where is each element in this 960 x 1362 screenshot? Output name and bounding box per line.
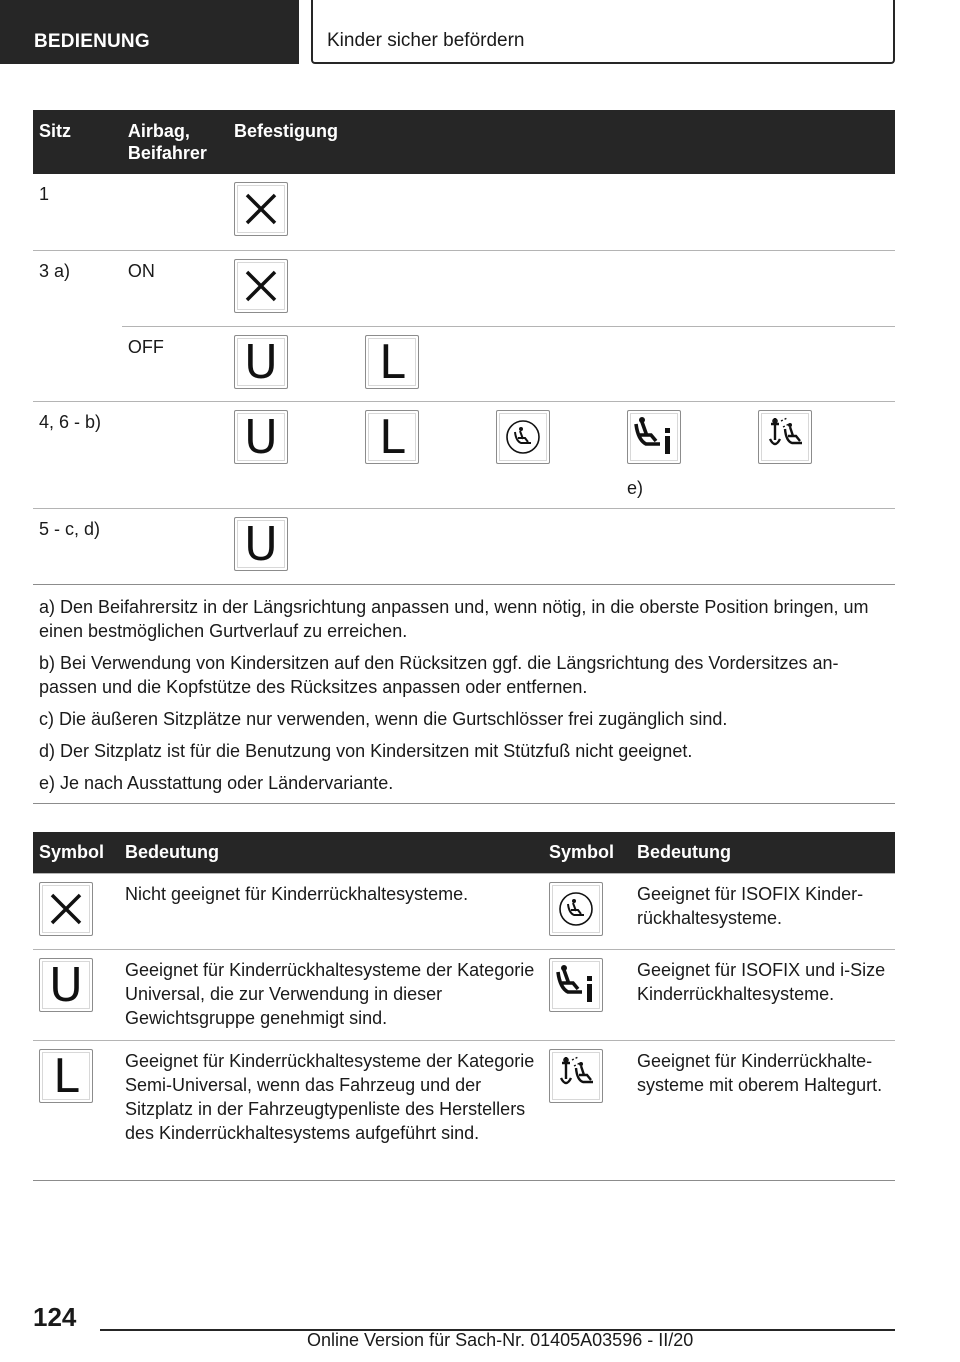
seat-label: 4, 6 - b) bbox=[33, 401, 122, 508]
seat-label: 1 bbox=[39, 184, 50, 204]
footnote: a) Den Beifahrersitz in der Längsrichtung anpassen und, wenn nötig, in die oberste Position bringen, um einen bestmöglichen Gurtverlauf zu erreichen. bbox=[39, 596, 869, 641]
not-suitable-icon bbox=[234, 182, 288, 236]
col-header-symbol: Symbol bbox=[543, 832, 631, 874]
table-row bbox=[33, 250, 895, 326]
col-header-befestigung: Befestigung bbox=[228, 110, 895, 174]
universal-u-icon: U bbox=[234, 335, 288, 389]
col-header-bedeutung: Bedeutung bbox=[631, 832, 895, 874]
fastening-icons bbox=[228, 508, 895, 584]
isize-icon bbox=[549, 958, 603, 1012]
footnote: d) Der Sitzplatz ist für die Benutzung von Kindersitzen mit Stützfuß nicht geeignet. bbox=[39, 740, 693, 761]
top-tether-icon bbox=[758, 410, 812, 464]
semi-universal-l-icon: L bbox=[365, 335, 419, 389]
isofix-icon bbox=[496, 410, 550, 464]
section-label: BEDIENUNG bbox=[0, 0, 299, 64]
meaning-text: Geeignet für Kinderrückhaltesysteme der Kategorie Universal, die zur Verwendung in dieser Gewichtsgruppe genehmigt sind. bbox=[119, 950, 543, 1041]
semi-universal-l-icon: L bbox=[39, 1049, 93, 1103]
symbol-legend-table bbox=[33, 832, 895, 1181]
not-suitable-icon bbox=[39, 882, 93, 936]
universal-u-icon: U bbox=[39, 958, 93, 1012]
col-header-symbol: Symbol bbox=[33, 832, 119, 874]
meaning-text: Geeignet für ISOFIX Kinderrückhaltesysteme. bbox=[631, 874, 895, 950]
table-row bbox=[33, 401, 895, 508]
meaning-text: Geeignet für Kinderrückhaltesysteme der Kategorie Semi-Universal, wenn das Fahrzeug und der Sitzplatz in der Fahrzeugtypenliste des Herstellers des Kinderrückhaltesystems aufgeführt sind. bbox=[119, 1041, 543, 1181]
fastening-icons bbox=[228, 326, 895, 401]
table-row bbox=[33, 874, 895, 950]
symbol-cell bbox=[543, 950, 631, 1041]
isize-icon bbox=[627, 410, 681, 464]
footnotes bbox=[33, 584, 895, 803]
universal-u-icon: U bbox=[234, 517, 288, 571]
footnote-ref: e) bbox=[627, 477, 644, 498]
footnote: e) Je nach Ausstattung oder Ländervariante. bbox=[39, 772, 394, 793]
meaning-text: Geeignet für ISOFIX und i-Size Kinderrückhaltesysteme. bbox=[631, 950, 895, 1041]
meaning-text: Nicht geeignet für Kinderrückhaltesysteme. bbox=[119, 874, 543, 950]
airbag-state bbox=[122, 174, 228, 250]
table-row bbox=[33, 950, 895, 1041]
table-row bbox=[33, 1041, 895, 1181]
symbol-cell bbox=[33, 874, 119, 950]
universal-u-icon: U bbox=[234, 410, 288, 464]
semi-universal-l-icon: L bbox=[365, 410, 419, 464]
footnotes-row bbox=[33, 584, 895, 803]
symbol-cell bbox=[33, 1041, 119, 1181]
fastening-icons bbox=[228, 401, 895, 508]
airbag-state: ON bbox=[122, 250, 228, 326]
footer-version-text: Online Version für Sach-Nr. 01405A03596 - II/20 bbox=[307, 1330, 694, 1350]
chapter-title: Kinder sicher befördern bbox=[311, 0, 895, 64]
fastening-icons bbox=[228, 174, 895, 250]
table-row bbox=[33, 326, 895, 401]
symbol-cell bbox=[543, 1041, 631, 1181]
table-row bbox=[33, 508, 895, 584]
col-header-sitz: Sitz bbox=[33, 110, 122, 174]
footnote: c) Die äußeren Sitzplätze nur verwenden, wenn die Gurtschlösser frei zugänglich sind. bbox=[39, 708, 728, 729]
top-tether-icon bbox=[549, 1049, 603, 1103]
seat-suitability-table bbox=[33, 110, 895, 804]
seat-label bbox=[33, 326, 122, 401]
page-number: 124 bbox=[33, 1302, 77, 1332]
symbol-cell bbox=[33, 950, 119, 1041]
col-header-bedeutung: Bedeutung bbox=[119, 832, 543, 874]
col-header-airbag: Airbag, Beifahrer bbox=[122, 110, 228, 174]
fastening-icons bbox=[228, 250, 895, 326]
footnote: b) Bei Verwendung von Kindersitzen auf den Rücksitzen ggf. die Längsrichtung des Vordersitzes anpassen und die Kopfstütze des Rücksitzes anpassen oder entfernen. bbox=[39, 652, 839, 697]
meaning-text: Geeignet für Kinderrückhaltesysteme mit oberem Haltegurt. bbox=[631, 1041, 895, 1181]
seat-label: 5 - c, d) bbox=[33, 508, 122, 584]
not-suitable-icon bbox=[234, 259, 288, 313]
airbag-state bbox=[122, 508, 228, 584]
isofix-icon bbox=[549, 882, 603, 936]
table-row bbox=[33, 174, 895, 250]
airbag-state bbox=[122, 401, 228, 508]
symbol-cell bbox=[543, 874, 631, 950]
airbag-state: OFF bbox=[122, 326, 228, 401]
seat-label: 3 a) bbox=[33, 250, 122, 326]
